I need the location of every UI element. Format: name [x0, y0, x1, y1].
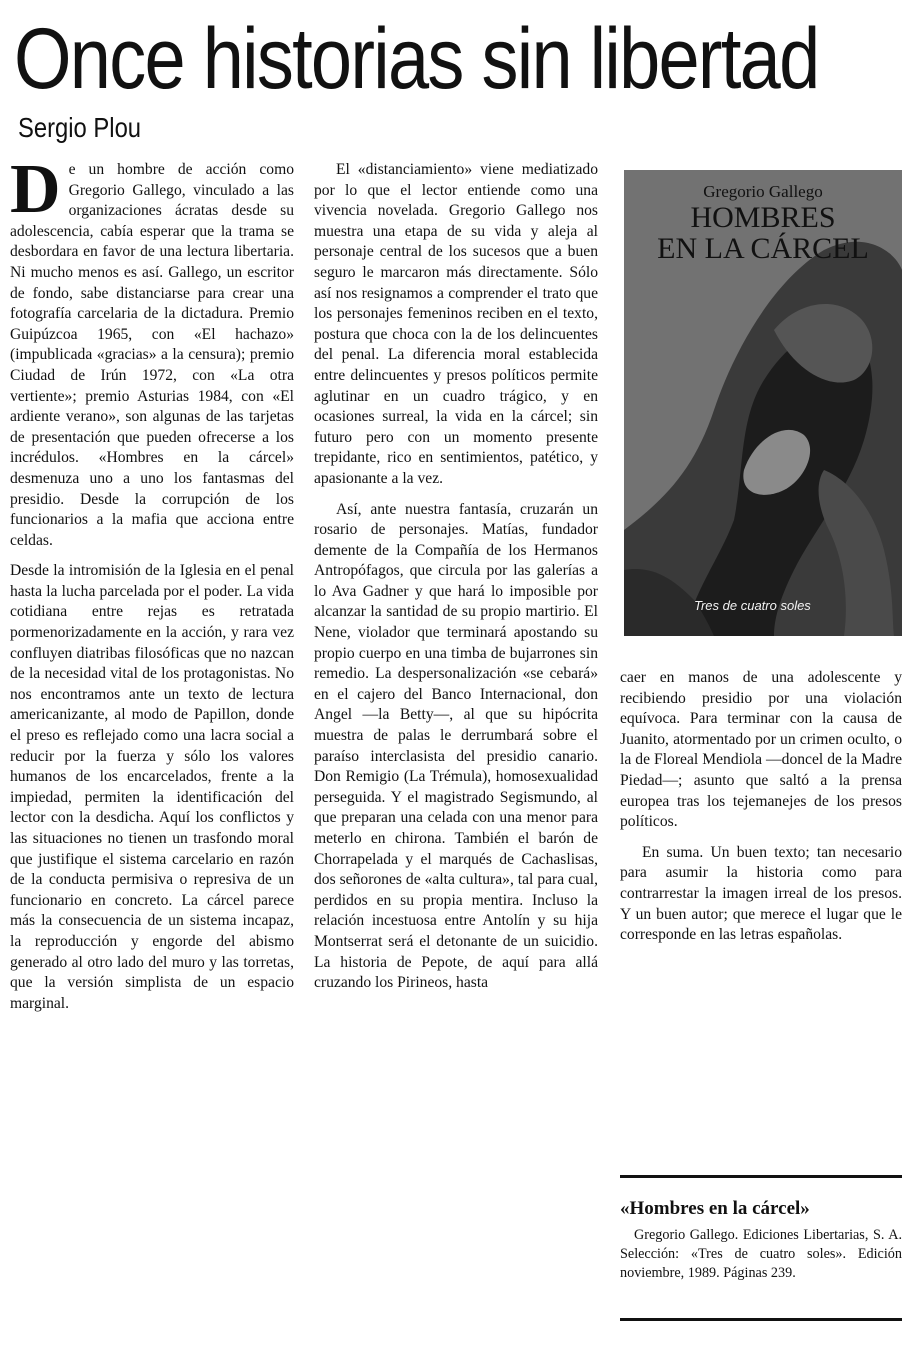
column-2 — [314, 160, 598, 994]
cover-title-line: HOMBRES — [690, 201, 836, 234]
drop-cap: D — [10, 151, 61, 228]
cover-title-line: EN LA CÁRCEL — [657, 232, 869, 265]
column-1 — [10, 151, 294, 1014]
cover-title — [624, 202, 902, 264]
column-3 — [620, 668, 902, 946]
cover-author: Gregorio Gallego — [703, 182, 823, 201]
paragraph: Desde la intromisión de la Iglesia en el penal hasta la lucha parcelada por el poder. La vida cotidiana entre rejas es retratada pormenorizadamente en la acción, y rara vez confluyen diatribas filosóficas que no nazcan de la necesidad vital de los protagonistas. No nos encontramos ante un texto de lectura americanizante, al modo de Papillon, donde el preso es reflejado como una lacra social a reducir por la fuerza y sólo los valores humanos de los encarcelados, frente a la impiedad, permiten la identificación del lector con la desdicha. Aquí los conflictos y las situaciones no tienen un trasfondo moral que justifique el sistema carcelario en razón de la conducta permisiva o represiva de un funcionario en concreto. La cárcel parece más la consecuencia de un sistema incapaz, la reproducción y engorde del abismo generado al otro lado del muro y las torretas, que la versión simplista de un espacio marginal. — [10, 562, 294, 1012]
paragraph: El «distanciamiento» viene mediatizado por lo que el lector entiende como una vivencia novelada. Gregorio Gallego nos muestra una etapa de su vida y aleja al personaje central de los sucesos que a buen seguro le marcaron más directamente. Sólo así nos resignamos a comprender el trato que los personajes femeninos reciben en el texto, postura que choca con la de los delincuentes del penal. La diferencia moral establecida entre delincuentes y presos políticos permite aglutinar en un cuadro trágico, y en ocasiones surreal, la vida en la cárcel; sin futuro pero con un momento presente trepidante, rico en sentimientos, patético, y apasionante a la vez. — [314, 161, 598, 487]
book-ref-title: «Hombres en la cárcel» — [620, 1198, 810, 1219]
article-byline: Sergio Plou — [18, 112, 142, 143]
article-title: Once historias sin libertad — [14, 11, 819, 107]
divider — [620, 1175, 902, 1178]
cover-collection: Tres de cuatro soles — [694, 598, 811, 613]
divider — [620, 1318, 902, 1321]
paragraph: Así, ante nuestra fantasía, cruzarán un rosario de personajes. Matías, fundador demente de la Compañía de los Hermanos Antropófagos, que circula por las galerías a lo Ava Gadner y que hará lo imposible por alcanzar la santidad de su propio martirio. El Nene, violador que terminará apostando su propio cuerpo en una timba de bujarrones sin remedio. La despersonalización «se cebará» en el cajero del Banco Internacional, don Angel —la Betty—, al que su hipócrita muestra de palas le derrumbará sobre el paraíso interclasista del presidio canario. Don Remigio (La Trémula), homosexualidad perseguida. Y el magistrado Segismundo, al que preparan una celada con una menor para meterlo en chirona. También el barón de Chorrapelada y el marqués de Cachaslisas, dos señorones de «alta cultura», tal para cual, perdidos en su propia mentira. Incluso la relación incestuosa entre Antolín y su hija Montserrat será el detonante de un suicidio. La historia de Pepote, de aquí para allá cruzando los Pirineos, hasta — [314, 500, 598, 992]
book-ref-details: Gregorio Gallego. Ediciones Libertarias, S. A. Selección: «Tres de cuatro soles». Edición noviembre, 1989. Páginas 239. — [620, 1227, 902, 1281]
paragraph: caer en manos de una adolescente y recibiendo presidio por una violación equívoca. Para terminar con la causa de Juanito, atormentado por un crimen oculto, o la de Floreal Mendiola —doncel de la Madre Piedad—; asunto que saltó a la prensa europea tras los tejemanejes de los presos políticos. — [620, 669, 902, 831]
book-cover-image — [624, 170, 902, 636]
paragraph — [10, 151, 294, 551]
paragraph: En suma. Un buen texto; tan necesario para asumir la historia como para contrarrestar la imagen irreal de los presos. Y un buen autor; que merece el lugar que le corresponde en las letras españolas. — [620, 843, 902, 944]
paragraph-text: e un hombre de acción como Gregorio Gallego, vinculado a las organizaciones ácratas desde su adolescencia, cabía esperar que la trama se desbordara en favor de una lectura libertaria. Ni mucho menos es así. Gallego, un escritor de fondo, sabe distanciarse para crear una fotografía carcelaria de la dictadura. Premio Guipúzcoa 1965, con «El hachazo» (impublicada «gracias» a la censura); premio Ciudad de Irún 1972, con «La otra vertiente»; premio Asturias 1984, con «El ardiente verano», son algunas de las tarjetas de presentación que pueden ofrecerse a los incrédulos. «Hombres en la cárcel» desmenuza uno a uno los fantasmas del presidio. Desde la corrupción de los funcionarios a la mafia que acciona entre celdas. — [10, 161, 294, 549]
